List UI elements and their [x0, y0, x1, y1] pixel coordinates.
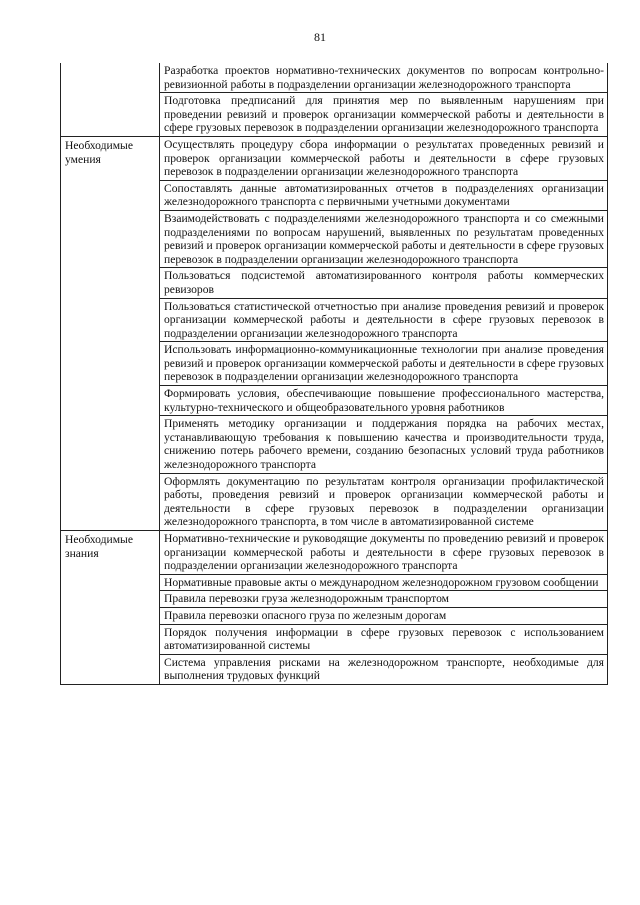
table-row [61, 63, 608, 93]
table-cell: Подготовка предписаний для принятия мер по выявленным нарушениям при проведении ревизий и проверок организации коммерческой работы и деятельности в сфере грузовых перевозок в подразделении организации железнодорожного транспорта [160, 93, 608, 137]
table-cell: Взаимодействовать с подразделениями железнодорожного транспорта и со смежными подразделениями по вопросам нарушений, выявленных по результатам проведенных ревизий и проверок организации коммерческой работы и деятельности в сфере грузовых перевозок в подразделении организации железнодорожного транспорта [160, 210, 608, 267]
table-row [61, 136, 608, 180]
table-cell: Нормативные правовые акты о международном железнодорожном грузовом сообщении [160, 574, 608, 591]
table-cell: Оформлять документацию по результатам контроля организации профилактической работы, проведения ревизий и проверок организации коммерческой работы и деятельности в сфере грузовых перевозок в подразделении организации железнодорожного транспорта, в том числе в автоматизированной системе [160, 473, 608, 530]
section-label-skills: Необходимые умения [61, 136, 160, 530]
table-cell: Правила перевозки груза железнодорожным транспортом [160, 591, 608, 608]
table-cell: Формировать условия, обеспечивающие повышение профессионального мастерства, культурно-технического и общеобразовательного уровня работников [160, 386, 608, 416]
table-cell: Использовать информационно-коммуникационные технологии при анализе проведения ревизий и проверок организации коммерческой работы и деятельности в сфере грузовых перевозок в подразделении организации железнодорожного транспорта [160, 342, 608, 386]
section-label-empty [61, 63, 160, 136]
section-label-knowledge: Необходимые знания [61, 531, 160, 685]
table-cell: Осуществлять процедуру сбора информации о результатах проведенных ревизий и проверок организации коммерческой работы и деятельности в сфере грузовых перевозок в подразделении организации железнодорожного транспорта [160, 136, 608, 180]
table-cell: Сопоставлять данные автоматизированных отчетов в подразделениях организации железнодорожного транспорта с первичными учетными документами [160, 180, 608, 210]
table-row [61, 531, 608, 575]
table-cell: Пользоваться статистической отчетностью при анализе проведения ревизий и проверок организации коммерческой работы и деятельности в сфере грузовых перевозок в подразделении организации железнодорожного транспорта [160, 298, 608, 342]
requirements-table [60, 63, 608, 685]
table-cell: Разработка проектов нормативно-технических документов по вопросам контрольно-ревизионной работы в подразделении организации железнодорожного транспорта [160, 63, 608, 93]
table-cell: Порядок получения информации в сфере грузовых перевозок с использованием автоматизированной системы [160, 624, 608, 654]
table-cell: Применять методику организации и поддержания порядка на рабочих местах, устанавливающую требования к повышению качества и производительности труда, снижению потерь рабочего времени, созданию безопасных условий труда работников железнодорожного транспорта [160, 416, 608, 473]
table-cell: Пользоваться подсистемой автоматизированного контроля работы коммерческих ревизоров [160, 268, 608, 298]
table-cell: Нормативно-технические и руководящие документы по проведению ревизий и проверок организации коммерческой работы и деятельности в сфере грузовых перевозок в подразделении организации железнодорожного транспорта [160, 531, 608, 575]
table-cell: Система управления рисками на железнодорожном транспорте, необходимые для выполнения трудовых функций [160, 654, 608, 684]
page-number: 81 [314, 30, 326, 44]
table-cell: Правила перевозки опасного груза по железным дорогам [160, 607, 608, 624]
